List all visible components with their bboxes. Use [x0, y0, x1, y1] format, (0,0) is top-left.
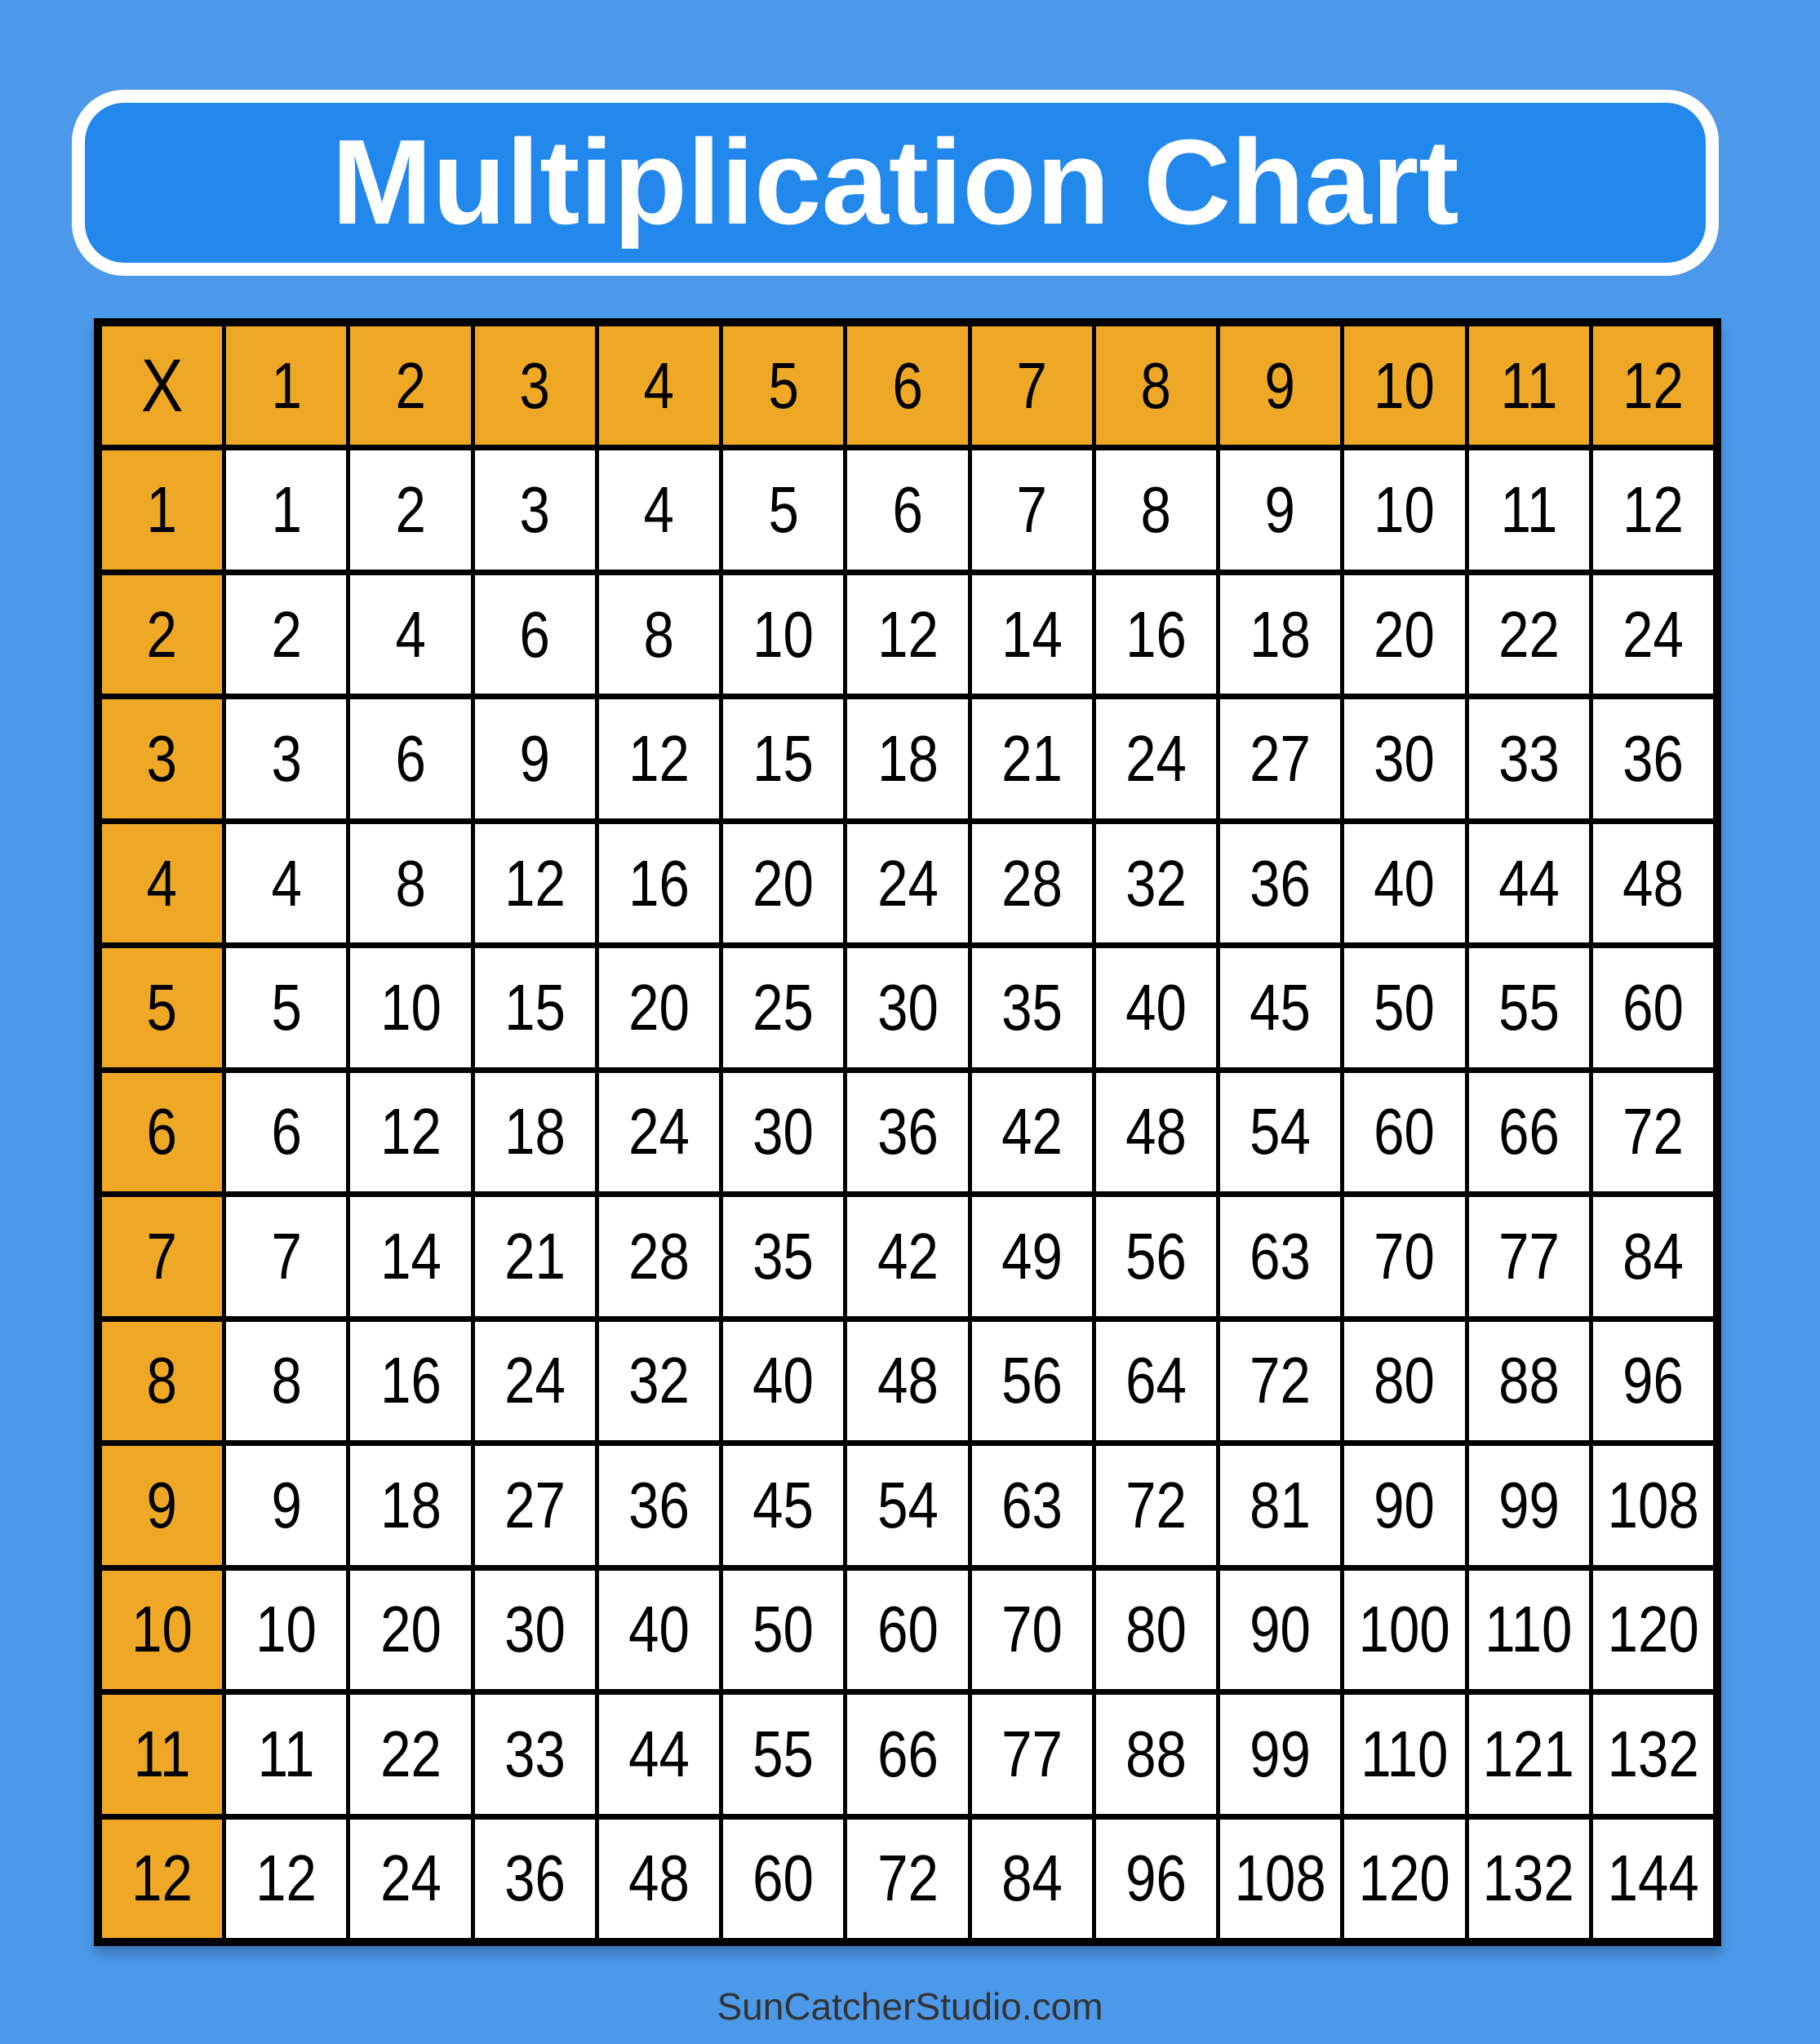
product-cell: 33: [475, 1695, 595, 1813]
row-header-cell: 2: [102, 575, 222, 694]
product-cell: 16: [1096, 575, 1216, 694]
product-cell: 12: [350, 1073, 470, 1191]
product-cell: 44: [1469, 824, 1589, 942]
product-cell: 56: [972, 1322, 1092, 1440]
product-cell: 48: [1593, 824, 1713, 942]
product-cell: 30: [723, 1073, 843, 1191]
product-cell: 36: [1593, 699, 1713, 818]
product-cell: 77: [972, 1695, 1092, 1813]
column-header-cell: 12: [1593, 326, 1713, 445]
product-cell: 60: [1344, 1073, 1464, 1191]
product-cell: 81: [1220, 1446, 1340, 1564]
product-cell: 8: [599, 575, 719, 694]
product-cell: 40: [1344, 824, 1464, 942]
product-cell: 4: [599, 450, 719, 569]
product-cell: 12: [226, 1820, 346, 1938]
product-cell: 100: [1344, 1571, 1464, 1689]
product-cell: 132: [1593, 1695, 1713, 1813]
product-cell: 77: [1469, 1197, 1589, 1315]
product-cell: 24: [1593, 575, 1713, 694]
product-cell: 40: [599, 1571, 719, 1689]
product-cell: 28: [599, 1197, 719, 1315]
product-cell: 21: [475, 1197, 595, 1315]
column-header-cell: 11: [1469, 326, 1589, 445]
title-banner: [72, 90, 1719, 276]
column-header-cell: 10: [1344, 326, 1464, 445]
product-cell: 6: [847, 450, 967, 569]
product-cell: 8: [1096, 450, 1216, 569]
product-cell: 5: [723, 450, 843, 569]
product-cell: 16: [350, 1322, 470, 1440]
product-cell: 6: [350, 699, 470, 818]
product-cell: 55: [1469, 948, 1589, 1066]
product-cell: 60: [1593, 948, 1713, 1066]
product-cell: 15: [475, 948, 595, 1066]
product-cell: 144: [1593, 1820, 1713, 1938]
product-cell: 22: [350, 1695, 470, 1813]
column-header-cell: 1: [226, 326, 346, 445]
product-cell: 12: [847, 575, 967, 694]
product-cell: 21: [972, 699, 1092, 818]
product-cell: 80: [1096, 1571, 1216, 1689]
row-header-cell: 10: [102, 1571, 222, 1689]
product-cell: 36: [847, 1073, 967, 1191]
row-header-cell: 8: [102, 1322, 222, 1440]
product-cell: 8: [226, 1322, 346, 1440]
product-cell: 110: [1344, 1695, 1464, 1813]
product-cell: 49: [972, 1197, 1092, 1315]
row-header-cell: 7: [102, 1197, 222, 1315]
product-cell: 3: [226, 699, 346, 818]
product-cell: 24: [599, 1073, 719, 1191]
product-cell: 35: [972, 948, 1092, 1066]
product-cell: 48: [1096, 1073, 1216, 1191]
product-cell: 42: [972, 1073, 1092, 1191]
column-header-cell: 5: [723, 326, 843, 445]
column-header-cell: 8: [1096, 326, 1216, 445]
product-cell: 80: [1344, 1322, 1464, 1440]
product-cell: 63: [1220, 1197, 1340, 1315]
product-cell: 84: [972, 1820, 1092, 1938]
product-cell: 96: [1593, 1322, 1713, 1440]
product-cell: 24: [350, 1820, 470, 1938]
product-cell: 24: [475, 1322, 595, 1440]
product-cell: 70: [1344, 1197, 1464, 1315]
product-cell: 14: [350, 1197, 470, 1315]
product-cell: 96: [1096, 1820, 1216, 1938]
product-cell: 64: [1096, 1322, 1216, 1440]
footer-site-label: SunCatcherStudio.com: [717, 1985, 1103, 2028]
product-cell: 55: [723, 1695, 843, 1813]
product-cell: 4: [226, 824, 346, 942]
product-cell: 56: [1096, 1197, 1216, 1315]
product-cell: 110: [1469, 1571, 1589, 1689]
product-cell: 30: [847, 948, 967, 1066]
product-cell: 99: [1469, 1446, 1589, 1564]
product-cell: 7: [972, 450, 1092, 569]
product-cell: 12: [475, 824, 595, 942]
column-header-cell: 6: [847, 326, 967, 445]
product-cell: 108: [1593, 1446, 1713, 1564]
product-cell: 2: [350, 450, 470, 569]
product-cell: 7: [226, 1197, 346, 1315]
product-cell: 33: [1469, 699, 1589, 818]
product-cell: 90: [1344, 1446, 1464, 1564]
product-cell: 45: [1220, 948, 1340, 1066]
product-cell: 5: [226, 948, 346, 1066]
product-cell: 66: [847, 1695, 967, 1813]
product-cell: 84: [1593, 1197, 1713, 1315]
product-cell: 16: [599, 824, 719, 942]
product-cell: 36: [475, 1820, 595, 1938]
product-cell: 50: [1344, 948, 1464, 1066]
product-cell: 27: [1220, 699, 1340, 818]
row-header-cell: 9: [102, 1446, 222, 1564]
product-cell: 72: [1096, 1446, 1216, 1564]
product-cell: 72: [1220, 1322, 1340, 1440]
product-cell: 40: [1096, 948, 1216, 1066]
product-cell: 6: [475, 575, 595, 694]
product-cell: 12: [599, 699, 719, 818]
product-cell: 22: [1469, 575, 1589, 694]
column-header-cell: 9: [1220, 326, 1340, 445]
product-cell: 108: [1220, 1820, 1340, 1938]
product-cell: 10: [723, 575, 843, 694]
column-header-cell: 2: [350, 326, 470, 445]
row-header-cell: 5: [102, 948, 222, 1066]
product-cell: 18: [847, 699, 967, 818]
product-cell: 4: [350, 575, 470, 694]
product-cell: 70: [972, 1571, 1092, 1689]
product-cell: 9: [1220, 450, 1340, 569]
product-cell: 20: [350, 1571, 470, 1689]
product-cell: 40: [723, 1322, 843, 1440]
product-cell: 12: [1593, 450, 1713, 569]
product-cell: 28: [972, 824, 1092, 942]
product-cell: 18: [1220, 575, 1340, 694]
product-cell: 35: [723, 1197, 843, 1315]
row-header-cell: 12: [102, 1820, 222, 1938]
product-cell: 15: [723, 699, 843, 818]
product-cell: 1: [226, 450, 346, 569]
product-cell: 36: [1220, 824, 1340, 942]
product-cell: 18: [475, 1073, 595, 1191]
product-cell: 27: [475, 1446, 595, 1564]
product-cell: 11: [1469, 450, 1589, 569]
product-cell: 88: [1469, 1322, 1589, 1440]
product-cell: 10: [350, 948, 470, 1066]
product-cell: 9: [226, 1446, 346, 1564]
product-cell: 10: [226, 1571, 346, 1689]
product-cell: 20: [723, 824, 843, 942]
corner-cell: X: [102, 326, 222, 445]
product-cell: 66: [1469, 1073, 1589, 1191]
product-cell: 14: [972, 575, 1092, 694]
product-cell: 120: [1593, 1571, 1713, 1689]
product-cell: 24: [847, 824, 967, 942]
product-cell: 36: [599, 1446, 719, 1564]
product-cell: 88: [1096, 1695, 1216, 1813]
product-cell: 60: [847, 1571, 967, 1689]
multiplication-table: [94, 318, 1721, 1946]
product-cell: 30: [1344, 699, 1464, 818]
product-cell: 54: [1220, 1073, 1340, 1191]
row-header-cell: 6: [102, 1073, 222, 1191]
product-cell: 10: [1344, 450, 1464, 569]
product-cell: 45: [723, 1446, 843, 1564]
product-cell: 42: [847, 1197, 967, 1315]
product-cell: 120: [1344, 1820, 1464, 1938]
product-cell: 18: [350, 1446, 470, 1564]
product-cell: 3: [475, 450, 595, 569]
product-cell: 25: [723, 948, 843, 1066]
column-header-cell: 7: [972, 326, 1092, 445]
product-cell: 20: [599, 948, 719, 1066]
product-cell: 8: [350, 824, 470, 942]
product-cell: 32: [599, 1322, 719, 1440]
product-cell: 50: [723, 1571, 843, 1689]
product-cell: 63: [972, 1446, 1092, 1564]
product-cell: 9: [475, 699, 595, 818]
product-cell: 48: [847, 1322, 967, 1440]
row-header-cell: 1: [102, 450, 222, 569]
product-cell: 132: [1469, 1820, 1589, 1938]
row-header-cell: 11: [102, 1695, 222, 1813]
product-cell: 32: [1096, 824, 1216, 942]
row-header-cell: 4: [102, 824, 222, 942]
product-cell: 44: [599, 1695, 719, 1813]
product-cell: 24: [1096, 699, 1216, 818]
product-cell: 121: [1469, 1695, 1589, 1813]
product-cell: 6: [226, 1073, 346, 1191]
column-header-cell: 3: [475, 326, 595, 445]
product-cell: 30: [475, 1571, 595, 1689]
product-cell: 2: [226, 575, 346, 694]
product-cell: 60: [723, 1820, 843, 1938]
product-cell: 48: [599, 1820, 719, 1938]
product-cell: 72: [847, 1820, 967, 1938]
product-cell: 99: [1220, 1695, 1340, 1813]
product-cell: 72: [1593, 1073, 1713, 1191]
page-title: Multiplication Chart: [331, 115, 1459, 250]
product-cell: 20: [1344, 575, 1464, 694]
row-header-cell: 3: [102, 699, 222, 818]
column-header-cell: 4: [599, 326, 719, 445]
product-cell: 11: [226, 1695, 346, 1813]
product-cell: 54: [847, 1446, 967, 1564]
product-cell: 90: [1220, 1571, 1340, 1689]
